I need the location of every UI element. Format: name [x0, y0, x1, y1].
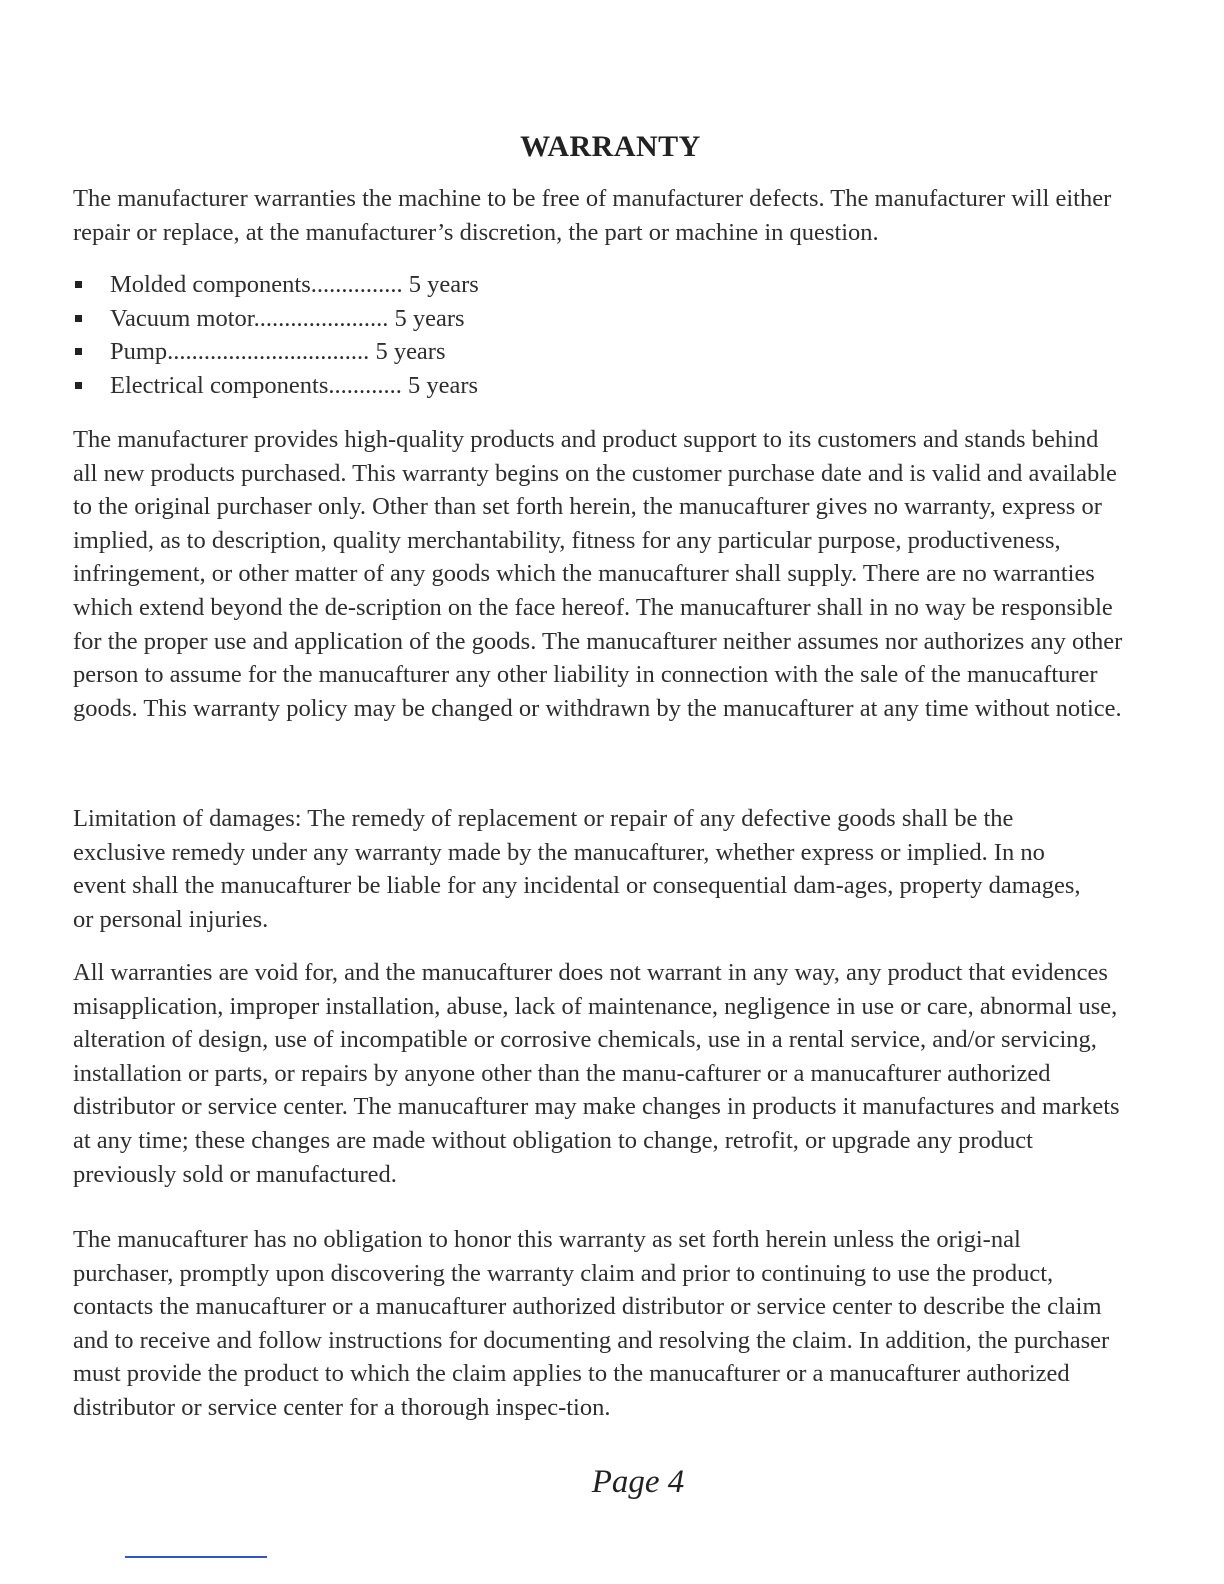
coverage-item-label: Molded components...............: [110, 271, 403, 298]
divider: [125, 1556, 267, 1558]
list-item: [73, 335, 479, 369]
claim-procedure-paragraph: The manucafturer has no obligation to honor this warranty as set forth herein unless the origi-nal purchaser, promptly upon discovering the warranty claim and prior to continuing to use the product, contacts the manucafturer or a manucafturer authorized distributor or service center to describe the claim and to receive and follow instructions for documenting and resolving the claim. In addition, the purchaser must provide the product to which the claim applies to the manucafturer or a manucafturer authorized distributor or service center for a thorough inspec-tion.: [73, 1226, 1110, 1421]
void-conditions-paragraph: All warranties are void for, and the manucafturer does not warrant in any way, any product that evidences misapplication, improper installation, abuse, lack of maintenance, negligence in use or care, abnormal use, alteration of design, use of incompatible or corrosive chemicals, use in a rental service, and/or servicing, installation or parts, or repairs by anyone other than the manu-cafturer or a manucafturer authorized distributor or service center. The manucafturer may make changes in products it manufactures and markets at any time; these changes are made without obligation to change, retrofit, or upgrade any product previously sold or manufactured.: [73, 959, 1120, 1188]
coverage-item-term: 5 years: [394, 304, 465, 332]
coverage-item-term: 5 years: [408, 371, 479, 399]
coverage-item-label: Electrical components............: [110, 371, 402, 399]
coverage-list: [73, 268, 479, 402]
limitation-paragraph: Limitation of damages: The remedy of replacement or repair of any defective goods shall be the exclusive remedy under any warranty made by the manucafturer, whether express or implied. In no event shall the manucafturer be liable for any incidental or consequential dam-ages, property damages, or personal injuries.: [73, 805, 1081, 933]
page-number: Page 4: [591, 1464, 685, 1500]
warranty-page: [73, 0, 1148, 1584]
coverage-item-label: Vacuum motor......................: [110, 304, 389, 332]
list-item: [73, 369, 479, 403]
bullet-icon: [75, 315, 82, 322]
bullet-icon: [75, 382, 82, 389]
list-item: [73, 302, 479, 336]
bullet-icon: [75, 281, 82, 288]
page-title: WARRANTY: [520, 130, 701, 163]
coverage-item-term: 5 years: [408, 271, 479, 298]
list-item: [73, 268, 479, 302]
intro-paragraph: The manufacturer warranties the machine to be free of manufacturer defects. The manufacturer will either repair or replace, at the manufacturer’s discretion, the part or machine in question.: [73, 185, 1112, 246]
support-paragraph: The manufacturer provides high-quality products and product support to its customers and stands behind all new products purchased. This warranty begins on the customer purchase date and is valid and available to the original purchaser only. Other than set forth herein, the manucafturer gives no warranty, express or implied, as to description, quality merchantability, fitness for any particular purpose, productiveness, infringement, or other matter of any goods which the manucafturer shall supply. There are no warranties which extend beyond the de-scription on the face hereof. The manucafturer shall in no way be responsible for the proper use and application of the goods. The manucafturer neither assumes nor authorizes any other person to assume for the manucafturer any other liability in connection with the sale of the manucafturer goods. This warranty policy may be changed or withdrawn by the manucafturer at any time without notice.: [73, 426, 1123, 722]
coverage-item-label: Pump.................................: [110, 338, 370, 365]
bullet-icon: [75, 348, 82, 355]
coverage-item-term: 5 years: [375, 338, 446, 365]
